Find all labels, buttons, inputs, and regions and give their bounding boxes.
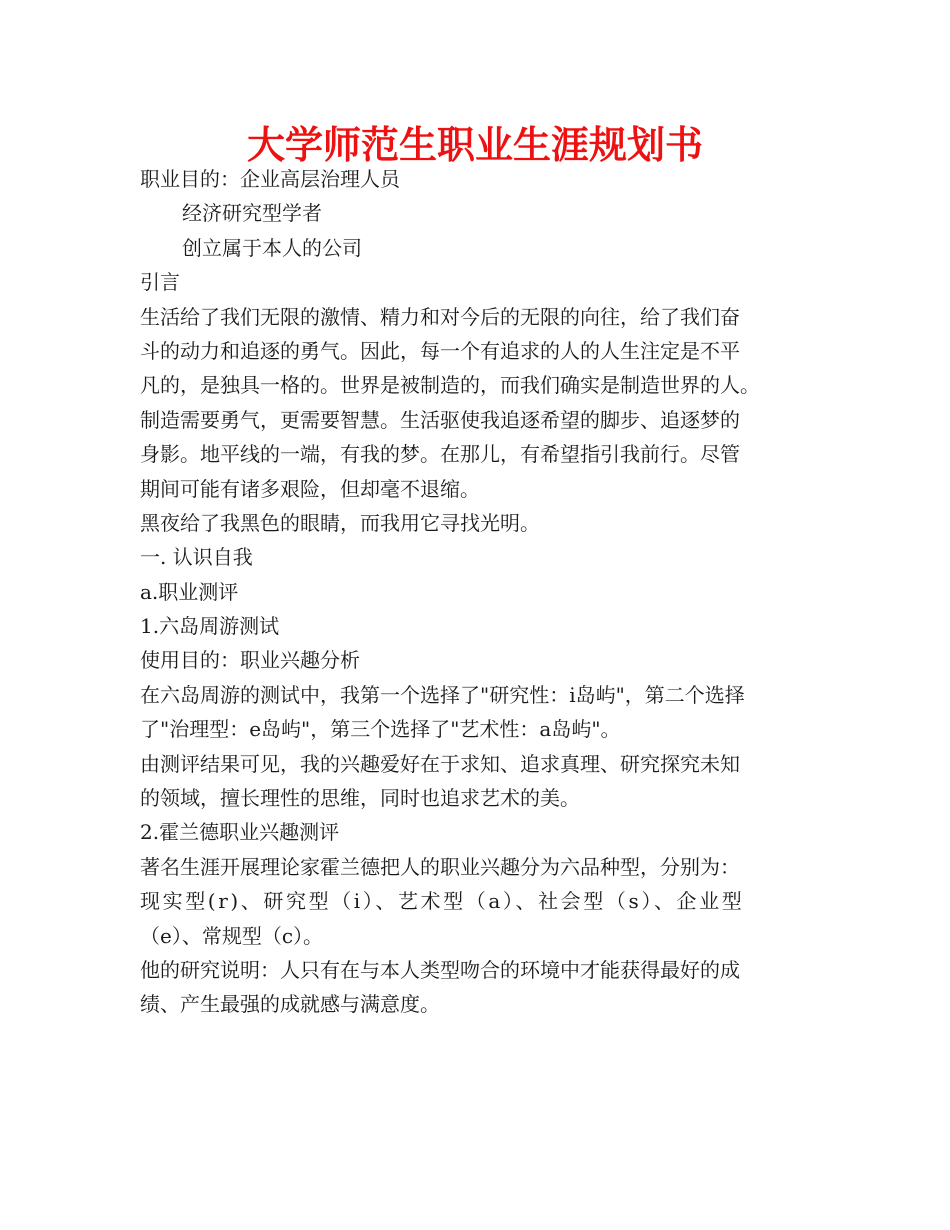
paragraph-line: 生活给了我们无限的激情、精力和对今后的无限的向往，给了我们奋 xyxy=(140,304,740,329)
paragraph-line: 在六岛周游的测试中，我第一个选择了"研究性：i岛屿"，第二个选择 xyxy=(140,682,745,707)
paragraph-line: 著名生涯开展理论家霍兰德把人的职业兴趣分为六品种型，分别为： xyxy=(140,854,740,879)
subsection-heading: 1.六岛周游测试 xyxy=(140,614,280,639)
paragraph-line: 由测评结果可见，我的兴趣爱好在于求知、追求真理、研究探究未知 xyxy=(140,751,740,776)
paragraph-line: 了"治理型：e岛屿"，第三个选择了"艺术性：a岛屿"。 xyxy=(140,717,621,742)
paragraph-line: 创立属于本人的公司 xyxy=(182,235,362,260)
section-heading: 引言 xyxy=(140,270,180,295)
paragraph-line: 他的研究说明：人只有在与本人类型吻合的环境中才能获得最好的成 xyxy=(140,957,740,982)
paragraph-line: 凡的，是独具一格的。世界是被制造的，而我们确实是制造世界的人。 xyxy=(140,373,760,398)
paragraph-line: 经济研究型学者 xyxy=(182,201,322,226)
paragraph-line: 的领域，擅长理性的思维，同时也追求艺术的美。 xyxy=(140,786,580,811)
subsection-heading: a.职业测评 xyxy=(140,579,239,604)
paragraph-line: 身影。地平线的一端，有我的梦。在那儿，有希望指引我前行。尽管 xyxy=(140,442,740,467)
subsection-heading: 2.霍兰德职业兴趣测评 xyxy=(140,820,340,845)
paragraph-line: 职业目的：企业高层治理人员 xyxy=(140,167,400,191)
paragraph-line: 斗的动力和追逐的勇气。因此，每一个有追求的人的人生注定是不平 xyxy=(140,338,740,363)
paragraph-line: （e）、常规型（c）。 xyxy=(140,923,324,948)
section-heading: 一. 认识自我 xyxy=(140,545,253,570)
paragraph-line: 使用目的：职业兴趣分析 xyxy=(140,648,360,673)
paragraph-line: 黑夜给了我黑色的眼睛，而我用它寻找光明。 xyxy=(140,510,540,535)
document-body xyxy=(140,162,820,1022)
document-title: 大学师范生职业生涯规划书 xyxy=(246,123,703,167)
paragraph-line: 现实型(r)、研究型（i）、艺术型（a）、社会型（s）、企业型 xyxy=(140,889,745,914)
paragraph-line: 期间可能有诸多艰险，但却毫不退缩。 xyxy=(140,476,480,501)
paragraph-line: 制造需要勇气，更需要智慧。生活驱使我追逐希望的脚步、追逐梦的 xyxy=(140,407,740,432)
paragraph-line: 绩、产生最强的成就感与满意度。 xyxy=(140,992,440,1017)
